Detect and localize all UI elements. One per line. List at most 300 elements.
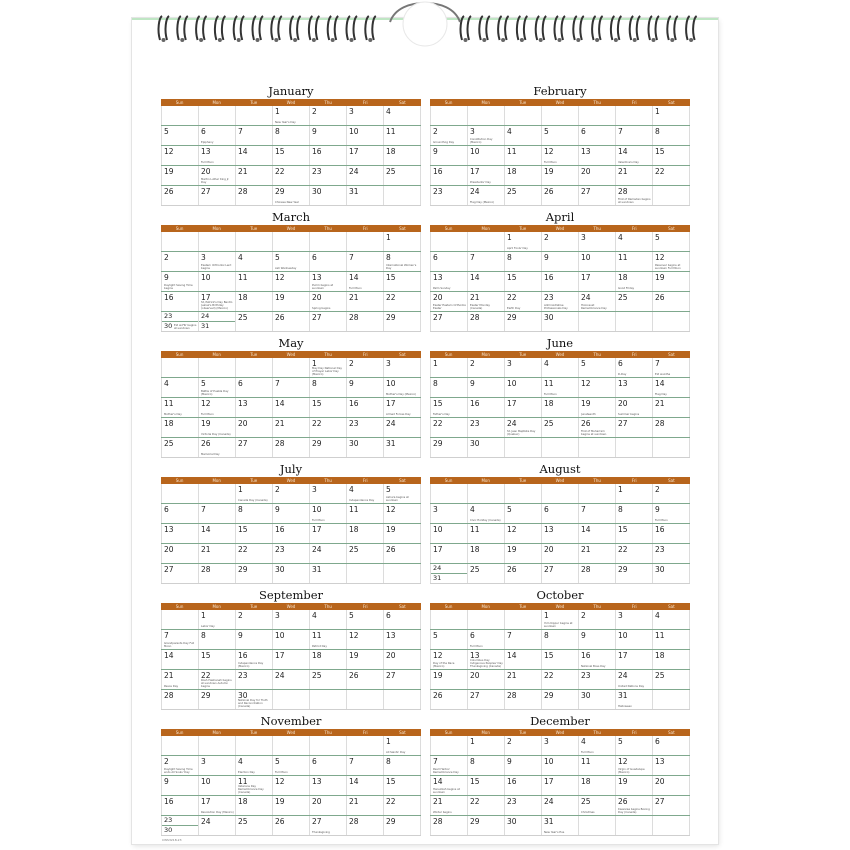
day-cell[interactable]: [161, 418, 199, 437]
day-cell[interactable]: [310, 232, 347, 251]
day-cell[interactable]: [273, 796, 310, 815]
day-cell[interactable]: [468, 418, 505, 437]
day-cell[interactable]: [653, 610, 690, 629]
day-cell[interactable]: [579, 484, 616, 503]
day-cell[interactable]: [468, 504, 505, 523]
day-cell[interactable]: [347, 438, 384, 457]
day-cell[interactable]: [199, 232, 236, 251]
day-cell[interactable]: [430, 292, 468, 311]
day-cell[interactable]: [616, 796, 653, 815]
day-cell[interactable]: [505, 252, 542, 271]
day-cell[interactable]: [199, 524, 236, 543]
day-cell[interactable]: [273, 146, 310, 165]
day-cell[interactable]: [273, 166, 310, 185]
day-cell[interactable]: [579, 756, 616, 775]
day-cell[interactable]: [468, 776, 505, 795]
day-cell[interactable]: [310, 484, 347, 503]
day-cell[interactable]: [273, 690, 310, 709]
day-cell[interactable]: [542, 272, 579, 291]
day-cell[interactable]: [542, 544, 579, 563]
day-cell[interactable]: [468, 312, 505, 331]
day-cell[interactable]: [236, 796, 273, 815]
day-cell[interactable]: [273, 610, 310, 629]
day-cell[interactable]: [653, 186, 690, 205]
day-cell[interactable]: [468, 438, 505, 457]
day-cell[interactable]: [468, 690, 505, 709]
day-cell[interactable]: [430, 398, 468, 417]
day-cell[interactable]: [653, 816, 690, 835]
day-cell[interactable]: [542, 378, 579, 397]
day-cell[interactable]: [468, 358, 505, 377]
day-cell[interactable]: [161, 292, 199, 311]
day-cell[interactable]: [468, 106, 505, 125]
day-cell[interactable]: [199, 438, 236, 457]
day-cell[interactable]: [430, 166, 468, 185]
day-cell[interactable]: [384, 610, 421, 629]
day-cell[interactable]: [468, 378, 505, 397]
day-cell[interactable]: [505, 378, 542, 397]
day-cell[interactable]: [505, 796, 542, 815]
day-cell[interactable]: [236, 186, 273, 205]
day-cell[interactable]: [384, 796, 421, 815]
day-cell[interactable]: [430, 756, 468, 775]
day-cell[interactable]: [616, 312, 653, 331]
day-cell[interactable]: [653, 756, 690, 775]
day-cell[interactable]: [199, 756, 236, 775]
day-cell[interactable]: [161, 564, 199, 583]
day-cell[interactable]: [384, 358, 421, 377]
day-cell[interactable]: [616, 504, 653, 523]
day-cell[interactable]: [236, 524, 273, 543]
day-cell[interactable]: [468, 650, 505, 669]
day-cell[interactable]: [310, 796, 347, 815]
day-cell[interactable]: [310, 358, 347, 377]
day-cell[interactable]: [236, 232, 273, 251]
day-cell[interactable]: [199, 418, 236, 437]
day-cell[interactable]: [616, 776, 653, 795]
day-cell[interactable]: [236, 358, 273, 377]
day-cell[interactable]: [161, 166, 199, 185]
day-cell[interactable]: [430, 736, 468, 755]
day-cell[interactable]: [273, 736, 310, 755]
day-cell[interactable]: [542, 484, 579, 503]
day-cell[interactable]: [616, 610, 653, 629]
day-cell[interactable]: [310, 166, 347, 185]
day-cell[interactable]: [542, 610, 579, 629]
day-cell[interactable]: [468, 816, 505, 835]
day-cell[interactable]: [542, 398, 579, 417]
day-cell[interactable]: [579, 524, 616, 543]
day-cell[interactable]: [542, 358, 579, 377]
day-cell[interactable]: [161, 816, 199, 835]
day-cell[interactable]: [347, 166, 384, 185]
day-cell[interactable]: [273, 650, 310, 669]
day-cell[interactable]: [273, 378, 310, 397]
day-cell[interactable]: [347, 312, 384, 331]
day-cell[interactable]: [199, 292, 236, 311]
day-cell[interactable]: [653, 252, 690, 271]
day-cell[interactable]: [505, 690, 542, 709]
day-cell[interactable]: [347, 252, 384, 271]
day-cell[interactable]: [384, 186, 421, 205]
day-cell[interactable]: [653, 418, 690, 437]
day-cell[interactable]: [273, 484, 310, 503]
day-cell[interactable]: [273, 630, 310, 649]
day-cell[interactable]: [236, 146, 273, 165]
day-cell[interactable]: [384, 484, 421, 503]
day-cell[interactable]: [161, 398, 199, 417]
day-cell[interactable]: [347, 816, 384, 835]
day-cell[interactable]: [384, 378, 421, 397]
day-cell[interactable]: [347, 358, 384, 377]
day-cell[interactable]: [468, 232, 505, 251]
day-cell[interactable]: [347, 398, 384, 417]
day-cell[interactable]: [579, 378, 616, 397]
day-cell[interactable]: [236, 610, 273, 629]
day-cell[interactable]: [430, 438, 468, 457]
day-cell[interactable]: [430, 126, 468, 145]
day-cell[interactable]: [161, 736, 199, 755]
day-cell[interactable]: [310, 106, 347, 125]
day-cell[interactable]: [236, 736, 273, 755]
day-cell[interactable]: [310, 564, 347, 583]
day-cell[interactable]: [236, 816, 273, 835]
day-cell[interactable]: [347, 756, 384, 775]
day-cell[interactable]: [236, 630, 273, 649]
day-cell[interactable]: [236, 776, 273, 795]
day-cell[interactable]: [199, 126, 236, 145]
day-cell[interactable]: [273, 418, 310, 437]
day-cell[interactable]: [653, 312, 690, 331]
day-cell[interactable]: [505, 186, 542, 205]
day-cell[interactable]: [468, 252, 505, 271]
day-cell[interactable]: [430, 378, 468, 397]
day-cell[interactable]: [310, 272, 347, 291]
day-cell[interactable]: [616, 252, 653, 271]
day-cell[interactable]: [236, 292, 273, 311]
day-cell[interactable]: [310, 252, 347, 271]
day-cell[interactable]: [161, 378, 199, 397]
day-cell[interactable]: [468, 186, 505, 205]
day-cell[interactable]: [384, 776, 421, 795]
day-cell[interactable]: [505, 418, 542, 437]
day-cell[interactable]: [161, 630, 199, 649]
day-cell[interactable]: [347, 610, 384, 629]
day-cell[interactable]: [347, 106, 384, 125]
day-cell[interactable]: [505, 544, 542, 563]
day-cell[interactable]: [579, 272, 616, 291]
day-cell[interactable]: [199, 776, 236, 795]
day-cell[interactable]: [236, 438, 273, 457]
day-cell[interactable]: [579, 186, 616, 205]
day-cell[interactable]: [616, 106, 653, 125]
day-cell[interactable]: [310, 756, 347, 775]
day-cell[interactable]: [616, 670, 653, 689]
day-cell[interactable]: [199, 670, 236, 689]
day-cell[interactable]: [347, 186, 384, 205]
day-cell[interactable]: [616, 756, 653, 775]
day-cell[interactable]: [616, 146, 653, 165]
day-cell[interactable]: [236, 418, 273, 437]
day-cell[interactable]: [430, 544, 468, 563]
day-cell[interactable]: [161, 690, 199, 709]
day-cell[interactable]: [384, 252, 421, 271]
day-cell[interactable]: [161, 524, 199, 543]
day-cell[interactable]: [310, 398, 347, 417]
day-cell[interactable]: [384, 564, 421, 583]
day-cell[interactable]: [653, 630, 690, 649]
day-cell[interactable]: [430, 358, 468, 377]
day-cell[interactable]: [505, 166, 542, 185]
day-cell[interactable]: [505, 630, 542, 649]
day-cell[interactable]: [236, 312, 273, 331]
day-cell[interactable]: [468, 524, 505, 543]
day-cell[interactable]: [542, 650, 579, 669]
day-cell[interactable]: [542, 690, 579, 709]
day-cell[interactable]: [430, 524, 468, 543]
day-cell[interactable]: [616, 186, 653, 205]
day-cell[interactable]: [199, 816, 236, 835]
day-cell[interactable]: [505, 146, 542, 165]
day-cell[interactable]: [542, 252, 579, 271]
day-cell[interactable]: [579, 816, 616, 835]
day-cell[interactable]: [310, 736, 347, 755]
day-cell[interactable]: [505, 312, 542, 331]
day-cell[interactable]: [310, 186, 347, 205]
day-cell[interactable]: [579, 564, 616, 583]
day-cell[interactable]: [161, 312, 199, 331]
day-cell[interactable]: [384, 106, 421, 125]
day-cell[interactable]: [236, 670, 273, 689]
day-cell[interactable]: [161, 610, 199, 629]
day-cell[interactable]: [236, 398, 273, 417]
day-cell[interactable]: [347, 378, 384, 397]
day-cell[interactable]: [542, 312, 579, 331]
day-cell[interactable]: [199, 106, 236, 125]
day-cell[interactable]: [273, 252, 310, 271]
day-cell[interactable]: [384, 418, 421, 437]
day-cell[interactable]: [542, 186, 579, 205]
day-cell[interactable]: [161, 272, 199, 291]
day-cell[interactable]: [236, 564, 273, 583]
day-cell[interactable]: [310, 504, 347, 523]
day-cell[interactable]: [236, 484, 273, 503]
day-cell[interactable]: [384, 544, 421, 563]
day-cell[interactable]: [616, 564, 653, 583]
day-cell[interactable]: [653, 484, 690, 503]
day-cell[interactable]: [653, 146, 690, 165]
day-cell[interactable]: [616, 690, 653, 709]
day-cell[interactable]: [616, 816, 653, 835]
day-cell[interactable]: [468, 484, 505, 503]
day-cell[interactable]: [161, 358, 199, 377]
day-cell[interactable]: [310, 670, 347, 689]
day-cell[interactable]: [236, 650, 273, 669]
day-cell[interactable]: [579, 398, 616, 417]
day-cell[interactable]: [236, 166, 273, 185]
day-cell[interactable]: [579, 670, 616, 689]
day-cell[interactable]: [579, 252, 616, 271]
day-cell[interactable]: [347, 418, 384, 437]
day-cell[interactable]: [505, 564, 542, 583]
day-cell[interactable]: [161, 776, 199, 795]
day-cell[interactable]: [542, 816, 579, 835]
day-cell[interactable]: [430, 272, 468, 291]
day-cell[interactable]: [579, 650, 616, 669]
day-cell[interactable]: [273, 670, 310, 689]
day-cell[interactable]: [161, 186, 199, 205]
day-cell[interactable]: [347, 146, 384, 165]
day-cell[interactable]: [616, 438, 653, 457]
day-cell[interactable]: [579, 126, 616, 145]
day-cell[interactable]: [430, 650, 468, 669]
day-cell[interactable]: [579, 106, 616, 125]
day-cell[interactable]: [384, 504, 421, 523]
day-cell[interactable]: [579, 610, 616, 629]
day-cell[interactable]: [310, 690, 347, 709]
day-cell[interactable]: [579, 312, 616, 331]
day-cell[interactable]: [199, 272, 236, 291]
day-cell[interactable]: [579, 232, 616, 251]
day-cell[interactable]: [468, 756, 505, 775]
day-cell[interactable]: [579, 418, 616, 437]
day-cell[interactable]: [653, 292, 690, 311]
day-cell[interactable]: [542, 736, 579, 755]
day-cell[interactable]: [310, 650, 347, 669]
day-cell[interactable]: [653, 378, 690, 397]
day-cell[interactable]: [161, 438, 199, 457]
day-cell[interactable]: [347, 524, 384, 543]
day-cell[interactable]: [653, 650, 690, 669]
day-cell[interactable]: [199, 358, 236, 377]
day-cell[interactable]: [653, 232, 690, 251]
day-cell[interactable]: [199, 186, 236, 205]
day-cell[interactable]: [199, 796, 236, 815]
day-cell[interactable]: [579, 438, 616, 457]
day-cell[interactable]: [161, 106, 199, 125]
day-cell[interactable]: [653, 670, 690, 689]
day-cell[interactable]: [273, 272, 310, 291]
day-cell[interactable]: [384, 736, 421, 755]
day-cell[interactable]: [505, 438, 542, 457]
day-cell[interactable]: [542, 564, 579, 583]
day-cell[interactable]: [161, 484, 199, 503]
day-cell[interactable]: [430, 312, 468, 331]
day-cell[interactable]: [468, 126, 505, 145]
day-cell[interactable]: [384, 524, 421, 543]
day-cell[interactable]: [542, 292, 579, 311]
day-cell[interactable]: [384, 690, 421, 709]
day-cell[interactable]: [430, 670, 468, 689]
day-cell[interactable]: [616, 358, 653, 377]
day-cell[interactable]: [347, 796, 384, 815]
day-cell[interactable]: [199, 378, 236, 397]
day-cell[interactable]: [505, 292, 542, 311]
day-cell[interactable]: [505, 816, 542, 835]
day-cell[interactable]: [505, 484, 542, 503]
day-cell[interactable]: [384, 166, 421, 185]
day-cell[interactable]: [347, 670, 384, 689]
day-cell[interactable]: [310, 776, 347, 795]
day-cell[interactable]: [542, 126, 579, 145]
day-cell[interactable]: [430, 418, 468, 437]
day-cell[interactable]: [236, 504, 273, 523]
day-cell[interactable]: [505, 358, 542, 377]
day-cell[interactable]: [310, 126, 347, 145]
day-cell[interactable]: [199, 630, 236, 649]
day-cell[interactable]: [347, 544, 384, 563]
day-cell[interactable]: [161, 756, 199, 775]
day-cell[interactable]: [347, 630, 384, 649]
day-cell[interactable]: [653, 776, 690, 795]
day-cell[interactable]: [468, 544, 505, 563]
day-cell[interactable]: [199, 690, 236, 709]
day-cell[interactable]: [199, 564, 236, 583]
day-cell[interactable]: [310, 418, 347, 437]
day-cell[interactable]: [384, 272, 421, 291]
day-cell[interactable]: [542, 166, 579, 185]
day-cell[interactable]: [347, 292, 384, 311]
day-cell[interactable]: [430, 816, 468, 835]
day-cell[interactable]: [384, 650, 421, 669]
day-cell[interactable]: [505, 524, 542, 543]
day-cell[interactable]: [347, 650, 384, 669]
day-cell[interactable]: [236, 544, 273, 563]
day-cell[interactable]: [310, 610, 347, 629]
day-cell[interactable]: [199, 544, 236, 563]
day-cell[interactable]: [273, 544, 310, 563]
day-cell[interactable]: [505, 610, 542, 629]
day-cell[interactable]: [161, 504, 199, 523]
day-cell[interactable]: [653, 126, 690, 145]
day-cell[interactable]: [347, 272, 384, 291]
day-cell[interactable]: [468, 292, 505, 311]
day-cell[interactable]: [616, 166, 653, 185]
day-cell[interactable]: [236, 756, 273, 775]
day-cell[interactable]: [430, 252, 468, 271]
day-cell[interactable]: [161, 232, 199, 251]
day-cell[interactable]: [273, 776, 310, 795]
day-cell[interactable]: [505, 398, 542, 417]
day-cell[interactable]: [347, 484, 384, 503]
day-cell[interactable]: [161, 252, 199, 271]
day-cell[interactable]: [236, 106, 273, 125]
day-cell[interactable]: [505, 756, 542, 775]
day-cell[interactable]: [384, 756, 421, 775]
day-cell[interactable]: [616, 544, 653, 563]
day-cell[interactable]: [310, 312, 347, 331]
day-cell[interactable]: [468, 796, 505, 815]
day-cell[interactable]: [616, 232, 653, 251]
day-cell[interactable]: [579, 776, 616, 795]
day-cell[interactable]: [273, 756, 310, 775]
day-cell[interactable]: [616, 650, 653, 669]
day-cell[interactable]: [468, 272, 505, 291]
day-cell[interactable]: [542, 670, 579, 689]
day-cell[interactable]: [430, 796, 468, 815]
day-cell[interactable]: [505, 776, 542, 795]
day-cell[interactable]: [653, 106, 690, 125]
day-cell[interactable]: [653, 690, 690, 709]
day-cell[interactable]: [161, 670, 199, 689]
day-cell[interactable]: [653, 796, 690, 815]
day-cell[interactable]: [542, 418, 579, 437]
day-cell[interactable]: [273, 438, 310, 457]
day-cell[interactable]: [468, 670, 505, 689]
day-cell[interactable]: [384, 816, 421, 835]
day-cell[interactable]: [384, 398, 421, 417]
day-cell[interactable]: [310, 816, 347, 835]
